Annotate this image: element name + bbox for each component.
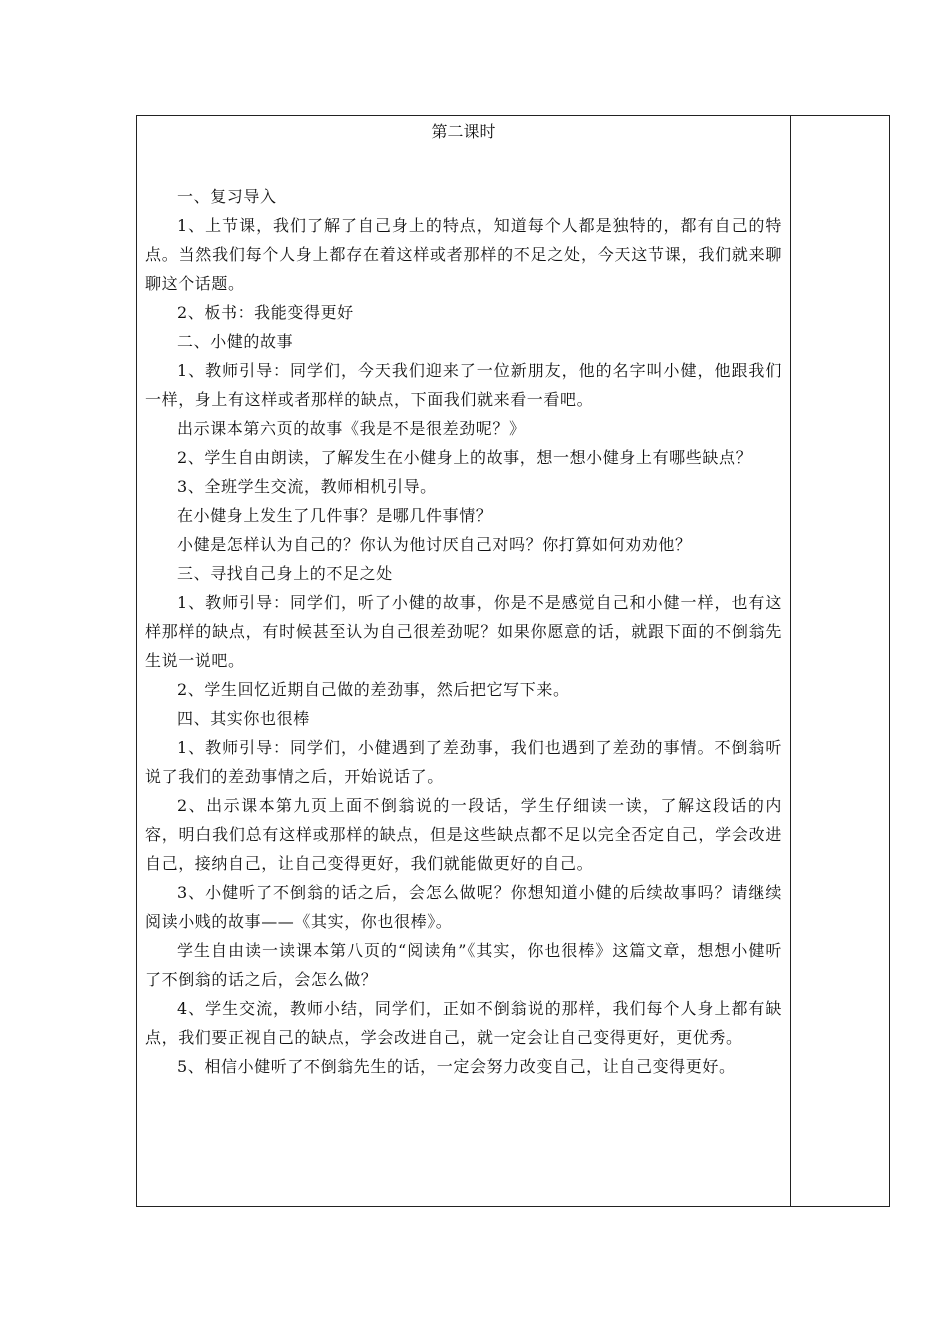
lesson-content: [137, 116, 790, 1081]
paragraph: 1、教师引导：同学们，听了小健的故事，你是不是感觉自己和小健一样，也有这样那样的缺点，有时候甚至认为自己很差劲呢？如果你愿意的话，就跟下面的不倒翁先生说一说吧。: [145, 593, 782, 670]
section-heading-shortcomings: 三、寻找自己身上的不足之处: [177, 564, 393, 583]
paragraph: 1、教师引导：同学们，今天我们迎来了一位新朋友，他的名字叫小健，他跟我们一样，身上有这样或者那样的缺点，下面我们就来看一看吧。: [145, 361, 782, 409]
paragraph: 5、相信小健听了不倒翁先生的话，一定会努力改变自己，让自己变得更好。: [177, 1057, 736, 1076]
lesson-title: 第二课时: [431, 122, 496, 141]
lesson-plan-table: [136, 115, 890, 1207]
notes-cell: [791, 116, 891, 1206]
paragraph: 出示课本第六页的故事《我是不是很差劲呢？》: [177, 419, 526, 438]
paragraph: 4、学生交流，教师小结，同学们，正如不倒翁说的那样，我们每个人身上都有缺点，我们要正视自己的缺点，学会改进自己，就一定会让自己变得更好，更优秀。: [145, 999, 782, 1047]
section-heading-review: 一、复习导入: [177, 187, 277, 206]
paragraph: 1、教师引导：同学们，小健遇到了差劲事，我们也遇到了差劲的事情。不倒翁听说了我们的差劲事情之后，开始说话了。: [145, 738, 782, 786]
section-heading-great: 四、其实你也很棒: [177, 709, 310, 728]
paragraph: 1、上节课，我们了解了自己身上的特点，知道每个人都是独特的，都有自己的特点。当然我们每个人身上都存在着这样或者那样的不足之处，今天这节课，我们就来聊聊这个话题。: [145, 216, 782, 293]
paragraph: 2、学生回忆近期自己做的差劲事，然后把它写下来。: [177, 680, 570, 699]
lesson-content-cell: [137, 116, 791, 1206]
paragraph: 在小健身上发生了几件事？是哪几件事情？: [177, 506, 493, 525]
paragraph: 3、全班学生交流，教师相机引导。: [177, 477, 437, 496]
paragraph: 2、学生自由朗读，了解发生在小健身上的故事，想一想小健身上有哪些缺点？: [177, 448, 753, 467]
paragraph: 3、小健听了不倒翁的话之后，会怎么做呢？你想知道小健的后续故事吗？请继续阅读小贱的故事——《其实，你也很棒》。: [145, 883, 782, 931]
paragraph: 学生自由读一读课本第八页的“阅读角”《其实，你也很棒》这篇文章，想想小健听了不倒翁的话之后，会怎么做？: [145, 941, 782, 989]
section-heading-story: 二、小健的故事: [177, 332, 294, 351]
paragraph: 2、板书：我能变得更好: [177, 303, 354, 322]
paragraph: 小健是怎样认为自己的？你认为他讨厌自己对吗？你打算如何劝劝他？: [177, 535, 692, 554]
paragraph: 2、出示课本第九页上面不倒翁说的一段话，学生仔细读一读，了解这段话的内容，明白我们总有这样或那样的缺点，但是这些缺点都不足以完全否定自己，学会改进自己，接纳自己，让自己变得更好，我们就能做更好的自己。: [145, 796, 782, 873]
